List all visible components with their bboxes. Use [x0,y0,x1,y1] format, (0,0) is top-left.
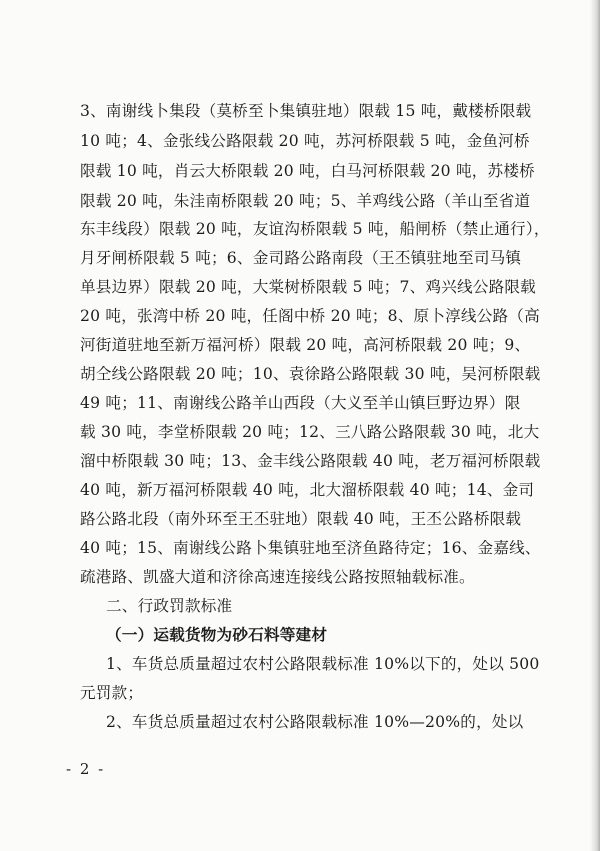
body-line-12: 载 30 吨，李堂桥限载 20 吨；12、三八路公路限载 30 吨，北大 [80,423,540,441]
body-line-4: 限载 20 吨，朱洼南桥限载 20 吨；5、羊鸡线公路（羊山至省道 [80,192,531,210]
body-line-13: 溜中桥限载 30 吨；13、金丰线公路限载 40 吨，老万福河桥限载 [80,452,541,470]
section-heading: 二、行政罚款标准 [106,597,233,615]
body-line-17: 疏港路、凯盛大道和济徐高速连接线公路按照轴载标准。 [80,568,475,586]
body-line-14: 40 吨，新万福河桥限载 40 吨，北大溜桥限载 40 吨；14、金司 [80,481,535,499]
body-line-6: 月牙闸桥限载 5 吨；6、金司路公路南段（王丕镇驻地至司马镇 [80,249,522,267]
rule-1-line-1: 1、车货总质量超过农村公路限载标准 10%以下的，处以 500 [106,655,540,673]
rule-1-line-2: 元罚款； [80,684,144,702]
subsection-heading: （一）运载货物为砂石料等建材 [106,625,328,644]
rule-2-line-1: 2、车货总质量超过农村公路限载标准 10%—20%的，处以 [106,713,524,731]
body-line-11: 49 吨；11、南谢线公路羊山西段（大义至羊山镇巨野边界）限 [80,394,521,412]
body-line-10: 胡仝线公路限载 20 吨；10、袁徐路公路限载 30 吨，吴河桥限载 [80,365,541,383]
body-line-3: 限载 10 吨，肖云大桥限载 20 吨，白马河桥限载 20 吨，苏楼桥 [80,162,535,180]
body-line-1: 3、南谢线卜集段（莫桥至卜集镇驻地）限载 15 吨，戴楼桥限载 [80,102,532,120]
body-line-16: 40 吨；15、南谢线公路卜集镇驻地至济鱼路待定；16、金嘉线、 [80,539,541,557]
body-line-5: 东丰线段）限载 20 吨，友谊沟桥限载 5 吨，船闸桥（禁止通行）， [80,220,550,238]
body-line-8: 20 吨，张湾中桥 20 吨，任阁中桥 20 吨；8、原卜淳线公路（高 [80,307,540,325]
body-line-7: 单县边界）限载 20 吨，大棠树桥限载 5 吨；7、鸡兴线公路限载 [80,278,536,296]
body-line-2: 10 吨；4、金张线公路限载 20 吨，苏河桥限载 5 吨，金鱼河桥 [80,132,530,150]
body-line-15: 路公路北段（南外环至王丕驻地）限载 40 吨，王丕公路桥限载 [80,510,522,528]
body-line-9: 河街道驻地至新万福河桥）限载 20 吨，高河桥限载 20 吨；9、 [80,336,531,354]
page-number: - 2 - [66,760,106,778]
